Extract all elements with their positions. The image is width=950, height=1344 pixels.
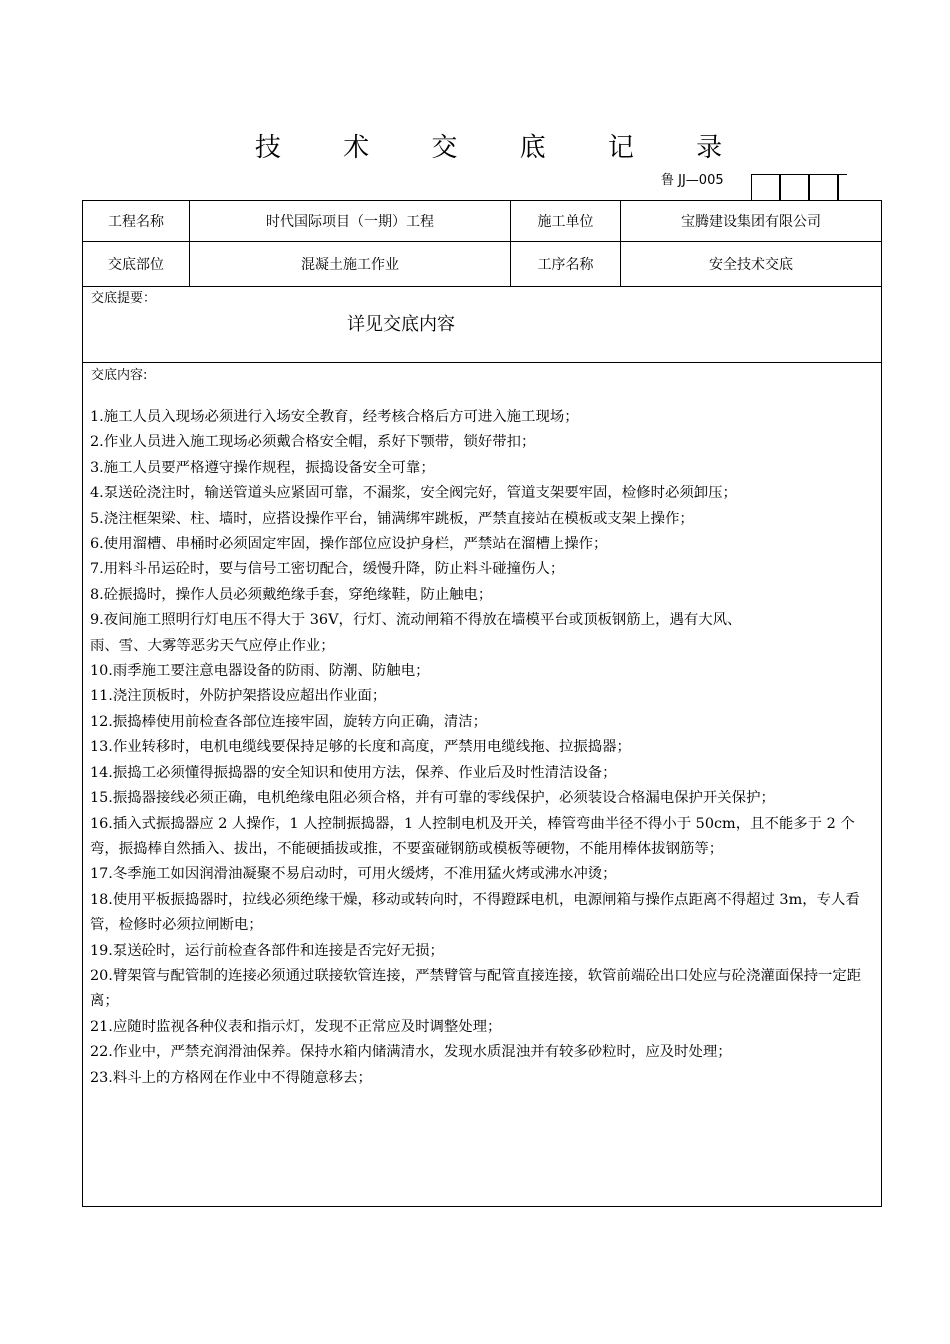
summary-text: 详见交底内容 — [347, 314, 455, 335]
document-title: 技 术 交 底 记 录 — [254, 133, 750, 163]
code-box-1 — [751, 174, 780, 200]
row-divider — [83, 286, 881, 287]
record-form — [82, 200, 882, 1207]
code-box-3 — [809, 174, 838, 200]
list-item: 9.夜间施工照明行灯电压不得大于 36V，行灯、流动闸箱不得放在墙模平台或顶板钢筋上，遇有大风、 — [90, 612, 742, 629]
list-item: 18.使用平板振捣器时，拉线必须绝缘干燥，移动或转向时，不得蹬踩电机，电源闸箱与操作点距离不得超过 3m，专人看管，检修时必须拉闸断电； — [90, 891, 860, 934]
list-item: 8.砼振捣时，操作人员必须戴绝缘手套，穿绝缘鞋，防止触电； — [90, 586, 493, 603]
form-code: 鲁 JJ—005 — [661, 173, 724, 188]
list-item: 22.作业中，严禁充润滑油保养。保持水箱内储满清水，发现水质混浊并有较多砂粒时，应及时处理； — [90, 1044, 732, 1061]
list-item: 21.应随时监视各种仪表和指示灯，发现不正常应及时调整处理； — [90, 1018, 502, 1035]
list-item: 2.作业人员进入施工现场必须戴合格安全帽，系好下颚带，锁好带扣； — [90, 434, 536, 451]
part-value: 混凝土施工作业 — [301, 257, 399, 273]
list-item: 3.施工人员要严格遵守操作规程，振捣设备安全可靠； — [90, 459, 435, 476]
list-item: 12.振捣棒使用前检查各部位连接牢固，旋转方向正确，清洁； — [90, 713, 488, 730]
project-name-value: 时代国际项目（一期）工程 — [266, 214, 434, 230]
list-item: 1.施工人员入现场必须进行入场安全教育，经考核合格后方可进入施工现场； — [90, 409, 579, 425]
content-label: 交底内容: — [91, 368, 148, 383]
list-item: 4.泵送砼浇注时，输送管道头应紧固可靠，不漏浆，安全阀完好，管道支架要牢固，检修时必须卸压； — [90, 485, 737, 502]
list-item: 雨、雪、大雾等恶劣天气应停止作业； — [90, 637, 335, 654]
list-item: 19.泵送砼时，运行前检查各部件和连接是否完好无损； — [90, 942, 444, 959]
contractor-value: 宝腾建设集团有限公司 — [681, 214, 821, 230]
list-item: 13.作业转移时，电机电缆线要保持足够的长度和高度，严禁用电缆线拖、拉振捣器； — [90, 739, 631, 756]
list-item: 15.振捣器接线必须正确，电机绝缘电阻必须合格，并有可靠的零线保护，必须装设合格漏电保护开关保护； — [90, 790, 775, 807]
list-item: 20.臂架管与配管制的连接必须通过联接软管连接，严禁臂管与配管直接连接，软管前端砼出口处应与砼浇灌面保持一定距离； — [90, 967, 862, 1010]
list-item: 11.浇注顶板时，外防护架搭设应超出作业面； — [90, 688, 387, 705]
list-item: 7.用料斗吊运砼时，要与信号工密切配合，缓慢升降，防止料斗碰撞伤人； — [90, 561, 565, 578]
row-divider — [83, 362, 881, 363]
content-list — [90, 405, 874, 1091]
contractor-label: 施工单位 — [537, 214, 594, 230]
summary-label: 交底提要： — [91, 291, 157, 306]
part-label: 交底部位 — [108, 257, 164, 273]
list-item: 17.冬季施工如因润滑油凝聚不易启动时，可用火缓烤，不准用猛火烤或沸水冲烫； — [90, 866, 617, 883]
list-item: 23.料斗上的方格网在作业中不得随意移去； — [90, 1069, 372, 1086]
project-name-label: 工程名称 — [108, 214, 164, 230]
list-item: 16.插入式振捣器应 2 人操作，1 人控制振捣器，1 人控制电机及开关，棒管弯曲半径不得小于 50cm，且不能多于 2 个弯，振捣棒自然插入、拔出，不能硬插拔或推，不要蛮碰钢筋或模板等硬物，不能用棒体拔钢筋等； — [90, 815, 855, 857]
process-label: 工序名称 — [537, 257, 594, 273]
code-box-2 — [780, 174, 809, 200]
code-box-edge — [838, 174, 847, 200]
list-item: 5.浇注框架梁、柱、墙时，应搭设操作平台，铺满绑牢跳板，严禁直接站在模板或支架上操作； — [90, 510, 694, 527]
list-item: 6.使用溜槽、串桶时必须固定牢固，操作部位应设护身栏，严禁站在溜槽上操作； — [90, 536, 608, 553]
list-item: 14.振捣工必须懂得振捣器的安全知识和使用方法，保养、作业后及时性清洁设备； — [90, 764, 617, 781]
process-value: 安全技术交底 — [709, 257, 793, 273]
list-item: 10.雨季施工要注意电器设备的防雨、防潮、防触电； — [90, 663, 430, 680]
